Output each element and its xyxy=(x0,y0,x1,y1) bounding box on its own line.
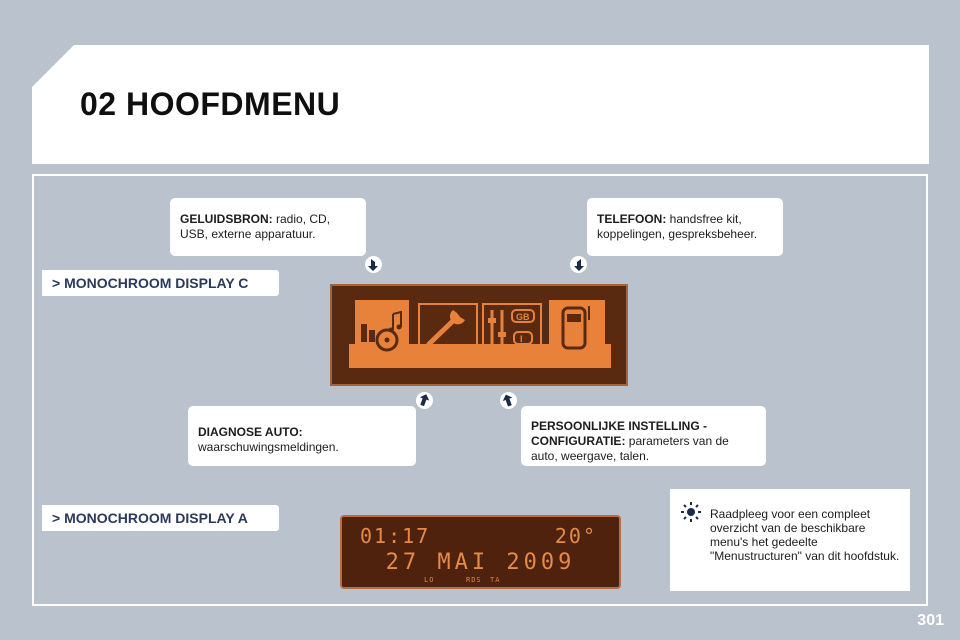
callout-diagnose-label: DIAGNOSE AUTO: xyxy=(198,425,303,439)
display-a-time: 01:17 xyxy=(360,524,431,548)
callout-diagnose-auto xyxy=(188,406,416,466)
callout-telefoon-label: TELEFOON: xyxy=(597,212,667,226)
display-c-menu-bar xyxy=(349,300,611,370)
callout-persoonlijke-label: PERSOONLIJKE INSTELLING - CONFIGURATIE: xyxy=(531,419,708,448)
arrow-down-left-icon xyxy=(570,256,587,273)
section-monochroom-display-c: > MONOCHROOM DISPLAY C xyxy=(42,270,279,296)
callout-geluidsbron-label: GELUIDSBRON: xyxy=(180,212,273,226)
info-note xyxy=(670,489,910,591)
sun-tip-icon xyxy=(680,501,702,523)
callout-diagnose-text: waarschuwingsmeldingen. xyxy=(198,440,339,454)
info-note-text: Raadpleeg voor een compleet overzicht van de beschikbare menu's het gedeelte "Menustructuren" van dit hoofdstuk. xyxy=(710,507,900,563)
language-gb-icon xyxy=(512,310,534,344)
arrow-up-right-icon xyxy=(416,392,433,409)
callout-persoonlijke-text: parameters van de auto, weergave, talen. xyxy=(531,434,729,463)
callout-telefoon xyxy=(587,198,783,256)
callout-geluidsbron-text: radio, CD, USB, externe apparatuur. xyxy=(180,212,331,241)
display-a-date: 27 MAI 2009 xyxy=(385,550,576,575)
display-a-indicator-ta: TA xyxy=(490,576,501,584)
arrow-down-right-icon xyxy=(365,256,382,273)
svg-text:GB: GB xyxy=(516,312,530,322)
mobile-phone-icon xyxy=(549,300,605,368)
arrow-up-left-icon xyxy=(500,392,517,409)
display-a-indicator-lo: LO xyxy=(424,576,435,584)
display-a-indicator-rds: RDS xyxy=(466,576,482,584)
page-number: 301 xyxy=(917,612,944,629)
display-a-temperature: 20° xyxy=(554,524,597,548)
page-title: 02 HOOFDMENU xyxy=(80,86,341,122)
section-monochroom-display-a: > MONOCHROOM DISPLAY A xyxy=(42,505,279,531)
callout-telefoon-text: handsfree kit, koppelingen, gespreksbeheer. xyxy=(597,212,758,241)
svg-text:I: I xyxy=(520,334,523,344)
monochroom-display-c xyxy=(330,284,628,386)
monochroom-display-a xyxy=(340,515,621,589)
callout-geluidsbron xyxy=(170,198,366,256)
callout-persoonlijke-instelling xyxy=(521,406,766,466)
